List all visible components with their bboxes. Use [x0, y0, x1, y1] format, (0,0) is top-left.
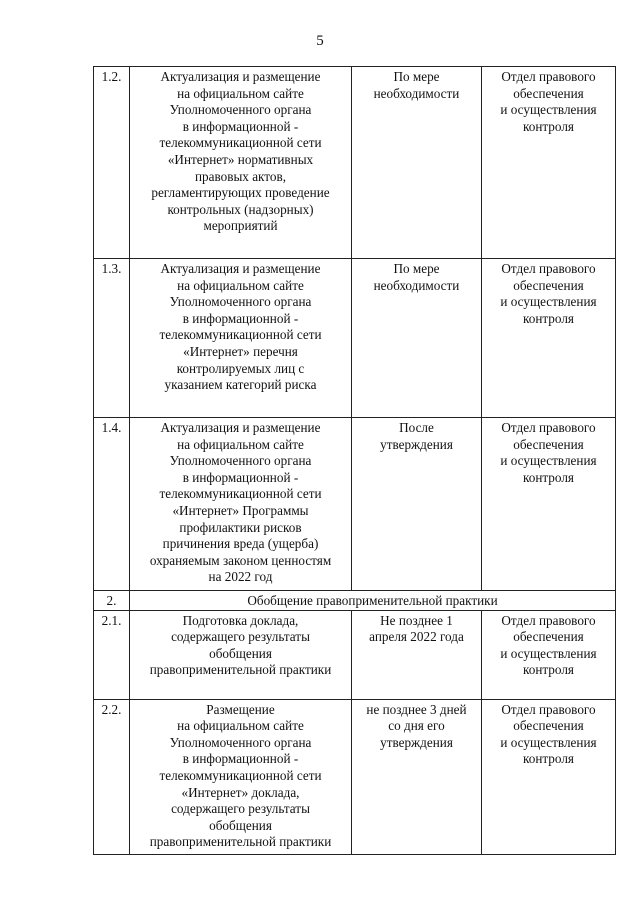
row-term: После утверждения: [352, 418, 482, 591]
table-row: [94, 418, 616, 591]
row-term: По мере необходимости: [352, 67, 482, 259]
row-responsible: Отдел правового обеспечения и осуществления контроля: [482, 610, 616, 699]
row-action: Размещение на официальном сайте Уполномоченного органа в информационной - телекоммуникационной сети «Интернет» доклада, содержащего результаты обобщения правоприменительной практики: [130, 699, 352, 854]
row-responsible: Отдел правового обеспечения и осуществления контроля: [482, 67, 616, 259]
row-number: 1.4.: [94, 418, 130, 591]
row-action: Актуализация и размещение на официальном сайте Уполномоченного органа в информационной - телекоммуникационной сети «Интернет» Программы профилактики рисков причинения вреда (ущерба) охраняемым законом ценностям на 2022 год: [130, 418, 352, 591]
page-number: 5: [316, 33, 324, 49]
row-responsible: Отдел правового обеспечения и осуществления контроля: [482, 259, 616, 418]
section-title: Обобщение правоприменительной практики: [130, 591, 616, 611]
row-number: 2.2.: [94, 699, 130, 854]
row-action: Актуализация и размещение на официальном сайте Уполномоченного органа в информационной - телекоммуникационной сети «Интернет» нормативных правовых актов, регламентирующих проведение контрольных (надзорных) мероприятий: [130, 67, 352, 259]
table-row: [94, 67, 616, 259]
measures-table: [93, 66, 616, 855]
table-row: [94, 610, 616, 699]
row-action: Подготовка доклада, содержащего результаты обобщения правоприменительной практики: [130, 610, 352, 699]
row-responsible: Отдел правового обеспечения и осуществления контроля: [482, 699, 616, 854]
row-action: Актуализация и размещение на официальном сайте Уполномоченного органа в информационной - телекоммуникационной сети «Интернет» перечня контролируемых лиц с указанием категорий риска: [130, 259, 352, 418]
section-row: [94, 591, 616, 611]
section-number: 2.: [94, 591, 130, 611]
table-row: [94, 259, 616, 418]
row-term: Не позднее 1 апреля 2022 года: [352, 610, 482, 699]
row-number: 1.2.: [94, 67, 130, 259]
row-number: 2.1.: [94, 610, 130, 699]
row-responsible: Отдел правового обеспечения и осуществления контроля: [482, 418, 616, 591]
table-row: [94, 699, 616, 854]
row-term: не позднее 3 дней со дня его утверждения: [352, 699, 482, 854]
row-number: 1.3.: [94, 259, 130, 418]
row-term: По мере необходимости: [352, 259, 482, 418]
